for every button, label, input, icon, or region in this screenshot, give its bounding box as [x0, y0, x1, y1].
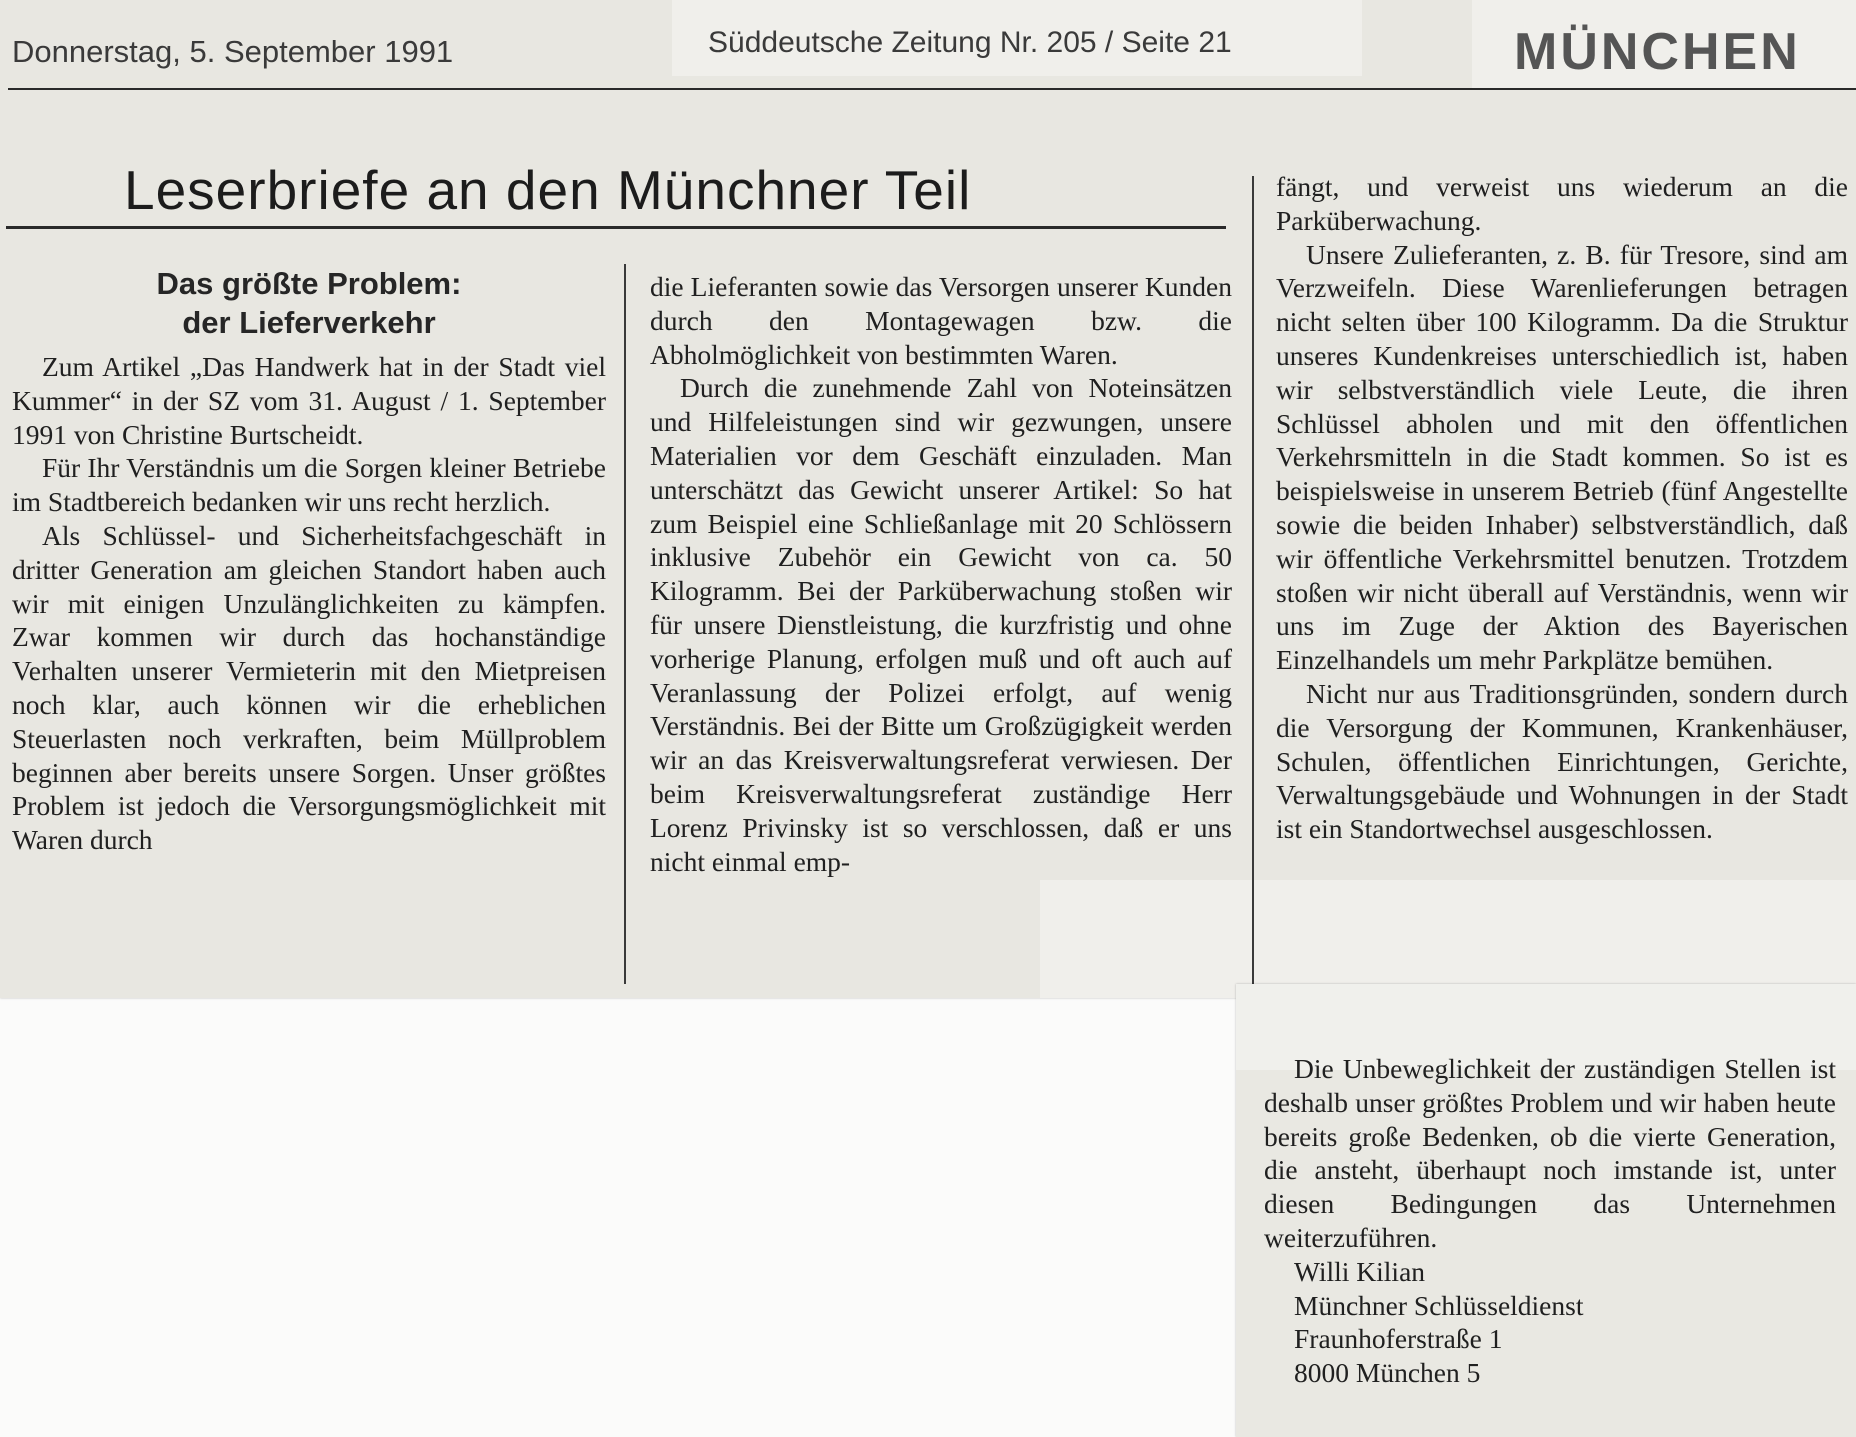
- signature-city: 8000 München 5: [1294, 1357, 1481, 1389]
- article-paragraph: fängt, und verweist uns wiederum an die Parküberwachung.: [1276, 171, 1848, 236]
- tape-strip: [1040, 880, 1856, 998]
- section-label: MÜNCHEN: [1514, 23, 1801, 81]
- headline-line-2: der Lieferverkehr: [182, 305, 436, 340]
- title-rule: [6, 226, 1226, 229]
- article-paragraph: Als Schlüssel- und Sicherheitsfachgeschäft in dritter Generation am gleichen Standort haben auch wir mit einigen Unzulänglichkeiten zu kämpfen. Zwar kommen wir durch das hochanständige Verhalten unserer Vermieterin mit den Mietpreisen noch klar, auch können wir die erheblichen Steuerlasten noch verkraften, beim Müllproblem beginnen aber bereits unsere Sorgen. Unser größtes Problem ist jedoch die Versorgungsmöglichkeit mit Waren durch: [12, 519, 606, 856]
- headline-line-1: Das größte Problem:: [156, 266, 462, 301]
- article-headline: [12, 264, 606, 342]
- header-rule: [8, 88, 1856, 90]
- article-paragraph: Unsere Zulieferanten, z. B. für Tresore, sind am Verzweifeln. Diese Warenlieferungen betragen nicht selten über 100 Kilogramm. Da die Struktur unseres Kundenkreises unterschiedlich ist, haben wir selbstverständlich viele Leute, die ihren Schlüssel abholen und mit den öffentlichen Verkehrsmitteln in die Stadt kommen. So ist es beispielsweise in unserem Betrieb (fünf Angestellte sowie die beiden Inhaber) selbstverständlich, daß wir öffentliche Verkehrsmittel benutzen. Trotzdem stoßen wir nicht überall auf Verständnis, wenn wir uns im Zuge der Aktion des Bayerischen Einzelhandels um mehr Parkplätze bemühen.: [1276, 238, 1848, 676]
- article-paragraph: Die Unbeweglichkeit der zuständigen Stellen ist deshalb unser größtes Problem und wir haben heute bereits große Bedenken, ob die vierte Generation, die ansteht, überhaupt noch imstande ist, unter diesen Bedingungen das Unternehmen weiterzuführen.: [1264, 1053, 1836, 1253]
- article-paragraph: Zum Artikel „Das Handwerk hat in der Stadt viel Kummer“ in der SZ vom 31. August / 1. September 1991 von Christine Burtscheidt.: [12, 351, 606, 450]
- article-paragraph: Für Ihr Verständnis um die Sorgen kleiner Betriebe im Stadtbereich bedanken wir uns recht herzlich.: [12, 452, 606, 518]
- page-title: Leserbriefe an den Münchner Teil: [124, 159, 972, 221]
- article-column-3: [1276, 170, 1848, 846]
- article-column-2: [650, 270, 1232, 878]
- column-divider: [624, 264, 626, 984]
- article-column-1: [12, 264, 606, 857]
- signature-name: Willi Kilian: [1294, 1255, 1426, 1287]
- signature-street: Fraunhoferstraße 1: [1294, 1323, 1503, 1355]
- newspaper-issue: Süddeutsche Zeitung Nr. 205 / Seite 21: [708, 26, 1232, 59]
- article-paragraph: Nicht nur aus Traditionsgründen, sondern durch die Versorgung der Kommunen, Krankenhäuser, Schulen, öffentlichen Einrichtungen, Gerichte, Verwaltungsgebäude und Wohnungen in der Stadt ist ein Standortwechsel ausgeschlossen.: [1276, 677, 1848, 845]
- signature-company: Münchner Schlüsseldienst: [1294, 1289, 1584, 1321]
- article-paragraph: die Lieferanten sowie das Versorgen unserer Kunden durch den Montagewagen bzw. die Abholmöglichkeit von bestimmten Waren.: [650, 271, 1232, 370]
- issue-date: Donnerstag, 5. September 1991: [12, 34, 454, 69]
- article-column-4: [1264, 1052, 1836, 1390]
- column-divider: [1252, 176, 1254, 986]
- article-paragraph: Durch die zunehmende Zahl von Noteinsätzen und Hilfeleistungen sind wir gezwungen, unsere Materialien vor dem Geschäft einzuladen. Man unterschätzt das Gewicht unserer Artikel: So hat zum Beispiel eine Schließanlage mit 20 Schlössern inklusive Zubehör ein Gewicht von ca. 50 Kilogramm. Bei der Parküberwachung stoßen wir für unsere Dienstleistung, die kurzfristig und ohne vorherige Planung, erfolgen muß und oft auch auf Veranlassung der Polizei erfolgt, auf wenig Verständnis. Bei der Bitte um Großzügigkeit werden wir an das Kreisverwaltungsreferat verwiesen. Der beim Kreisverwaltungsreferat zuständige Herr Lorenz Privinsky ist so verschlossen, daß er uns nicht einmal emp-: [650, 372, 1232, 877]
